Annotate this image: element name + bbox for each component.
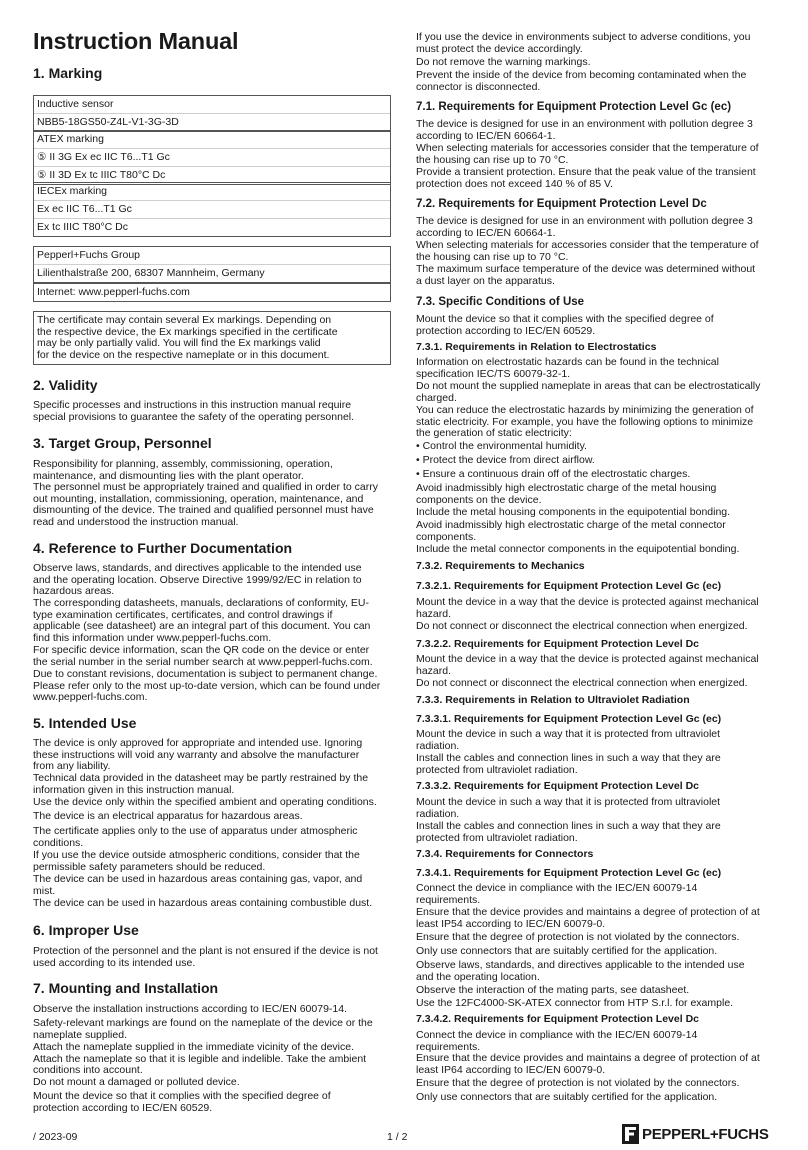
marking-row: IECEx marking — [37, 185, 108, 197]
marking-box-atex — [33, 130, 391, 185]
paragraph: Ensure that the device provides and maintains a degree of protection of at least IP64 according to IEC/EN 60079-0. — [416, 1052, 760, 1076]
paragraph: Information on electrostatic hazards can be found in the technical specification IEC/TS 60079-32-1. — [416, 356, 719, 380]
paragraph: Mount the device so that it complies with the specified degree of protection according to IEC/EN 60529. — [33, 1090, 331, 1114]
paragraph: Only use connectors that are suitably certified for the application. — [416, 945, 718, 957]
marking-row: Ex ec IIC T6...T1 Gc — [34, 200, 390, 218]
marking-row: Ex tc IIIC T80°C Dc — [34, 218, 390, 236]
marking-box-iecex — [33, 182, 391, 237]
paragraph: The device can be used in hazardous areas containing combustible dust. — [33, 897, 373, 909]
paragraph: Technical data provided in the datasheet may be partly restrained by the information given in this instruction manual. — [33, 772, 369, 796]
footer-page-number: 1 / 2 — [387, 1131, 408, 1143]
paragraph: The certificate applies only to the use of apparatus under atmospheric conditions. — [33, 825, 358, 849]
paragraph: Include the metal housing components in the equipotential bonding. — [416, 506, 731, 518]
logo-text: PEPPERL+FUCHS — [642, 1125, 769, 1143]
paragraph: When selecting materials for accessories consider that the temperature of the housing can rise up to 70 °C. — [416, 239, 759, 263]
heading-target-group: 3. Target Group, Personnel — [33, 435, 212, 451]
paragraph: For specific device information, scan the QR code on the device or enter the serial number in the serial number search at www.pepperl-fuchs.com. — [33, 644, 373, 668]
paragraph: Do not connect or disconnect the electrical connection when energized. — [416, 677, 748, 689]
paragraph: When selecting materials for accessories consider that the temperature of the housing can rise up to 70 °C. — [416, 142, 759, 166]
paragraph: If you use the device outside atmospheric conditions, consider that the permissible safety parameters should be reduced. — [33, 849, 360, 873]
paragraph: The device can be used in hazardous areas containing gas, vapor, and mist. — [33, 873, 363, 897]
paragraph: Ensure that the degree of protection is not violated by the connectors. — [416, 1077, 740, 1089]
pepperl-fuchs-logo — [622, 1124, 769, 1144]
paragraph: Ensure that the degree of protection is not violated by the connectors. — [416, 931, 740, 943]
heading-intended-use: 5. Intended Use — [33, 715, 137, 731]
heading-validity: 2. Validity — [33, 377, 98, 393]
heading-7-1: 7.1. Requirements for Equipment Protection Level Gc (ec) — [416, 101, 732, 113]
paragraph: Observe the interaction of the mating parts, see datasheet. — [416, 984, 690, 996]
paragraph: Use the 12FC4000-SK-ATEX connector from HTP S.r.l. for example. — [416, 997, 734, 1009]
paragraph: Provide a transient protection. Ensure that the peak value of the transient protection does not exceed 140 % of 85 V. — [416, 166, 756, 190]
marking-row: ⑤ II 3G Ex ec IIC T6...T1 Gc — [34, 148, 390, 166]
marking-row: NBB5-18GS50-Z4L-V1-3G-3D — [34, 113, 390, 131]
internet-box — [33, 283, 391, 302]
paragraph: Do not connect or disconnect the electrical connection when energized. — [416, 620, 748, 632]
paragraph: The device is only approved for appropriate and intended use. Ignoring these instructions will void any warranty and absolve the manufacturer from any liability. — [33, 737, 363, 772]
paragraph: Observe laws, standards, and directives applicable to the intended use and the operating location. — [416, 959, 745, 983]
heading-7-3-1: 7.3.1. Requirements in Relation to Electrostatics — [416, 341, 657, 353]
paragraph: The device is designed for use in an environment with pollution degree 3 according to IEC/EN 60664-1. — [416, 215, 753, 239]
heading-7-3-3-2: 7.3.3.2. Requirements for Equipment Protection Level Dc — [416, 780, 699, 792]
paragraph: Attach the nameplate supplied in the immediate vicinity of the device. Attach the nameplate so that it is legible and indelible. Take the ambient conditions into account. — [33, 1041, 367, 1076]
marking-box-sensor — [33, 95, 391, 132]
paragraph: Connect the device in compliance with the IEC/EN 60079-14 requirements. — [416, 1029, 698, 1053]
paragraph: Mount the device in such a way that it is protected from ultraviolet radiation. — [416, 728, 721, 752]
paragraph: Do not remove the warning markings. — [416, 56, 591, 68]
paragraph: Mount the device in such a way that it is protected from ultraviolet radiation. — [416, 796, 721, 820]
heading-marking: 1. Marking — [33, 65, 103, 81]
paragraph: Specific processes and instructions in this instruction manual require special provisions to guarantee the safety of the operating personnel. — [33, 399, 355, 423]
paragraph: Do not mount a damaged or polluted device. — [33, 1076, 240, 1088]
page-title: Instruction Manual — [33, 28, 239, 54]
marking-row: ⑤ II 3D Ex tc IIIC T80°C Dc — [34, 166, 390, 184]
paragraph: The personnel must be appropriately trained and qualified in order to carry out mounting, installation, commissioning, operation, maintenance, and dismounting of the device. The trained and qualified personnel must have read and understood the instruction manual. — [33, 481, 378, 528]
paragraph: Observe the installation instructions according to IEC/EN 60079-14. — [33, 1003, 348, 1015]
paragraph: Only use connectors that are suitably certified for the application. — [416, 1091, 718, 1103]
marking-row: Inductive sensor — [37, 98, 114, 110]
heading-7-3-2-2: 7.3.2.2. Requirements for Equipment Protection Level Dc — [416, 638, 699, 650]
heading-7-3-4-1: 7.3.4.1. Requirements for Equipment Protection Level Gc (ec) — [416, 867, 722, 879]
paragraph: The corresponding datasheets, manuals, declarations of conformity, EU- type examination certificates, certificates, and control drawings if applicable (see datasheet) are an integral part of this document. You can find this information under www.pepperl-fuchs.com. — [33, 597, 371, 644]
paragraph: Observe laws, standards, and directives applicable to the intended use and the operating location. Observe Directive 1999/92/EC in relation to hazardous areas. — [33, 562, 362, 597]
heading-7-3-2-1: 7.3.2.1. Requirements for Equipment Protection Level Gc (ec) — [416, 580, 722, 592]
certificate-note-box — [33, 311, 391, 365]
paragraph: If you use the device in environments subject to adverse conditions, you must protect the device accordingly. — [416, 31, 751, 55]
paragraph: The device is designed for use in an environment with pollution degree 3 according to IEC/EN 60664-1. — [416, 118, 753, 142]
paragraph: Mount the device so that it complies with the specified degree of protection according to IEC/EN 60529. — [416, 313, 714, 337]
bullet-item: • Protect the device from direct airflow. — [416, 454, 595, 466]
heading-7-3-2: 7.3.2. Requirements to Mechanics — [416, 560, 585, 572]
paragraph: The maximum surface temperature of the device was determined without a dust layer on the apparatus. — [416, 263, 756, 287]
heading-7-3-4: 7.3.4. Requirements for Connectors — [416, 848, 594, 860]
paragraph: Due to constant revisions, documentation is subject to permanent change. Please refer only to the most up-to-date version, which can be found under www.pepperl-fuchs.com. — [33, 668, 381, 703]
paragraph: Protection of the personnel and the plant is not ensured if the device is not used according to its intended use. — [33, 945, 378, 969]
bullet-item: • Control the environmental humidity. — [416, 440, 587, 452]
paragraph: Safety-relevant markings are found on the nameplate of the device or the nameplate supplied. — [33, 1017, 373, 1041]
footer-date: / 2023-09 — [33, 1131, 78, 1143]
heading-improper-use: 6. Improper Use — [33, 922, 139, 938]
logo-mark-icon — [622, 1124, 639, 1144]
paragraph: Avoid inadmissibly high electrostatic charge of the metal housing components on the device. — [416, 482, 717, 506]
paragraph: You can reduce the electrostatic hazards by minimizing the generation of static electricity. For example, you have the following options to minimize the generation of static electricity: — [416, 404, 754, 439]
manufacturer-box — [33, 246, 391, 283]
manufacturer-row: Pepperl+Fuchs Group — [37, 249, 141, 261]
heading-7-2: 7.2. Requirements for Equipment Protection Level Dc — [416, 198, 707, 210]
paragraph: Prevent the inside of the device from becoming contaminated when the connector is disconnected. — [416, 69, 747, 93]
internet-row: Internet: www.pepperl-fuchs.com — [37, 286, 190, 298]
certificate-note: The certificate may contain several Ex markings. Depending on the respective device, the Ex markings specified in the certificate may be only partially valid. You will find the Ex markings valid for the device on the respective nameplate or in this document. — [37, 314, 338, 361]
marking-row: ATEX marking — [37, 133, 104, 145]
paragraph: Mount the device in a way that the device is protected against mechanical hazard. — [416, 653, 759, 677]
paragraph: Install the cables and connection lines in such a way that they are protected from ultraviolet radiation. — [416, 752, 721, 776]
paragraph: Connect the device in compliance with the IEC/EN 60079-14 requirements. — [416, 882, 698, 906]
heading-mounting: 7. Mounting and Installation — [33, 980, 219, 996]
paragraph: Responsibility for planning, assembly, commissioning, operation, maintenance, and dismounting lies with the plant operator. — [33, 458, 333, 482]
paragraph: Mount the device in a way that the device is protected against mechanical hazard. — [416, 596, 759, 620]
bullet-item: • Ensure a continuous drain off of the electrostatic charges. — [416, 468, 691, 480]
paragraph: Ensure that the device provides and maintains a degree of protection of at least IP54 according to IEC/EN 60079-0. — [416, 906, 760, 930]
paragraph: Include the metal connector components in the equipotential bonding. — [416, 543, 740, 555]
heading-7-3-4-2: 7.3.4.2. Requirements for Equipment Protection Level Dc — [416, 1013, 699, 1025]
manufacturer-row: Lilienthalstraße 200, 68307 Mannheim, Germany — [34, 264, 390, 282]
paragraph: Avoid inadmissibly high electrostatic charge of the metal connector components. — [416, 519, 726, 543]
paragraph: The device is an electrical apparatus for hazardous areas. — [33, 810, 303, 822]
heading-further-documentation: 4. Reference to Further Documentation — [33, 540, 293, 556]
heading-7-3-3: 7.3.3. Requirements in Relation to Ultraviolet Radiation — [416, 694, 690, 706]
paragraph: Do not mount the supplied nameplate in areas that can be electrostatically charged. — [416, 380, 761, 404]
paragraph: Install the cables and connection lines in such a way that they are protected from ultraviolet radiation. — [416, 820, 721, 844]
heading-7-3-3-1: 7.3.3.1. Requirements for Equipment Protection Level Gc (ec) — [416, 713, 722, 725]
paragraph: Use the device only within the specified ambient and operating conditions. — [33, 796, 377, 808]
heading-7-3: 7.3. Specific Conditions of Use — [416, 296, 585, 308]
